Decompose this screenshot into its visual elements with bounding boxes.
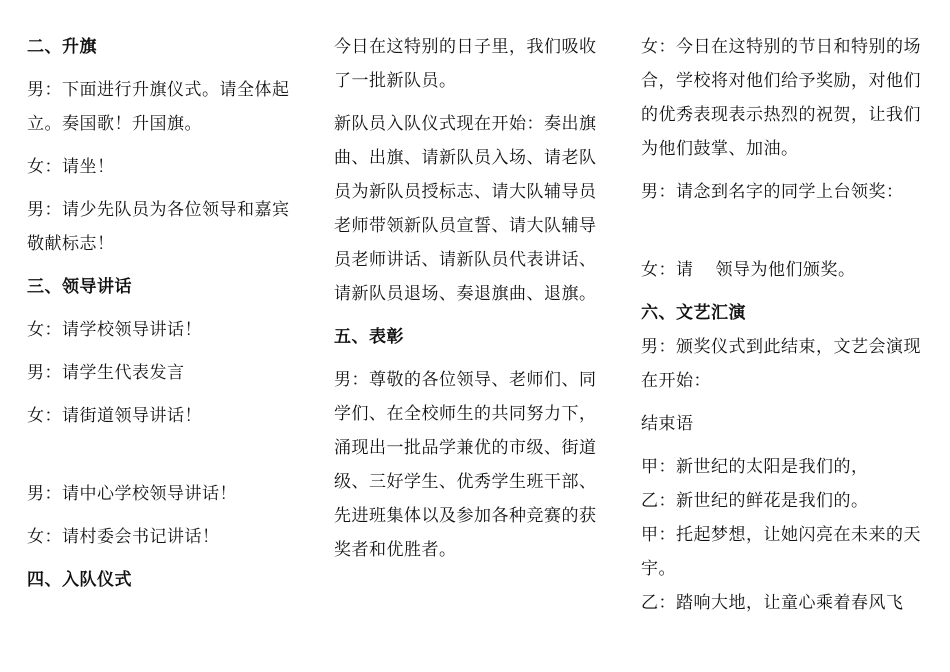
paragraph: 男：请少先队员为各位领导和嘉宾敬献标志！ bbox=[27, 200, 290, 254]
column-middle bbox=[334, 30, 610, 576]
text-fragment: 女：请 bbox=[641, 260, 694, 280]
section-heading-commendation: 五、表彰 bbox=[334, 327, 404, 347]
section-heading-leader-speech: 三、领导讲话 bbox=[27, 277, 132, 297]
paragraph: 女：请坐！ bbox=[27, 157, 115, 177]
blank-line bbox=[641, 218, 921, 253]
paragraph: 甲：托起梦想，让她闪亮在未来的天宇。 bbox=[641, 525, 921, 579]
paragraph: 女：请学校领导讲话！ bbox=[27, 320, 202, 340]
paragraph: 新队员入队仪式现在开始：奏出旗曲、出旗、请新队员入场、请老队员为新队员授标志、请大队辅导员老师带领新队员宣誓、请大队辅导员老师讲话、请新队员代表讲话、请新队员退场、奏退旗曲、退旗。 bbox=[334, 114, 597, 304]
column-left bbox=[27, 30, 302, 606]
paragraph: 男：下面进行升旗仪式。请全体起立。奏国歌！升国旗。 bbox=[27, 80, 290, 134]
paragraph: 乙：踏响大地，让童心乘着春风飞 bbox=[641, 593, 904, 613]
section-heading-arts-performance: 六、文艺汇演 bbox=[641, 303, 746, 323]
paragraph: 甲：新世纪的太阳是我们的， bbox=[641, 457, 869, 477]
paragraph: 男：颁奖仪式到此结束，文艺会演现在开始： bbox=[641, 337, 921, 391]
blank-line bbox=[27, 442, 302, 477]
column-right bbox=[641, 30, 921, 620]
paragraph: 男：请学生代表发言 bbox=[27, 363, 185, 383]
paragraph: 男：请念到名字的同学上台领奖： bbox=[641, 182, 904, 202]
paragraph: 男：尊敬的各位领导、老师们、同学们、在全校师生的共同努力下，涌现出一批品学兼优的市级、街道级、三好学生、优秀学生班干部、先进班集体以及参加各种竞赛的获奖者和优胜者。 bbox=[334, 370, 597, 560]
paragraph: 男：请中心学校领导讲话！ bbox=[27, 484, 237, 504]
paragraph: 女：请村委会书记讲话！ bbox=[27, 527, 220, 547]
paragraph: 乙：新世纪的鲜花是我们的。 bbox=[641, 491, 869, 511]
text-fragment: 领导为他们颁奖。 bbox=[715, 260, 856, 280]
paragraph-award-presenter bbox=[641, 253, 921, 287]
section-heading-flag-raising: 二、升旗 bbox=[27, 37, 97, 57]
paragraph-closing-title: 结束语 bbox=[641, 414, 694, 434]
paragraph: 今日在这特别的日子里，我们吸收了一批新队员。 bbox=[334, 37, 597, 91]
section-heading-induction-ceremony: 四、入队仪式 bbox=[27, 570, 132, 590]
paragraph: 女：请街道领导讲话！ bbox=[27, 406, 202, 426]
paragraph: 女：今日在这特别的节日和特别的场合，学校将对他们给予奖励，对他们的优秀表现表示热烈的祝贺，让我们为他们鼓掌、加油。 bbox=[641, 37, 921, 159]
